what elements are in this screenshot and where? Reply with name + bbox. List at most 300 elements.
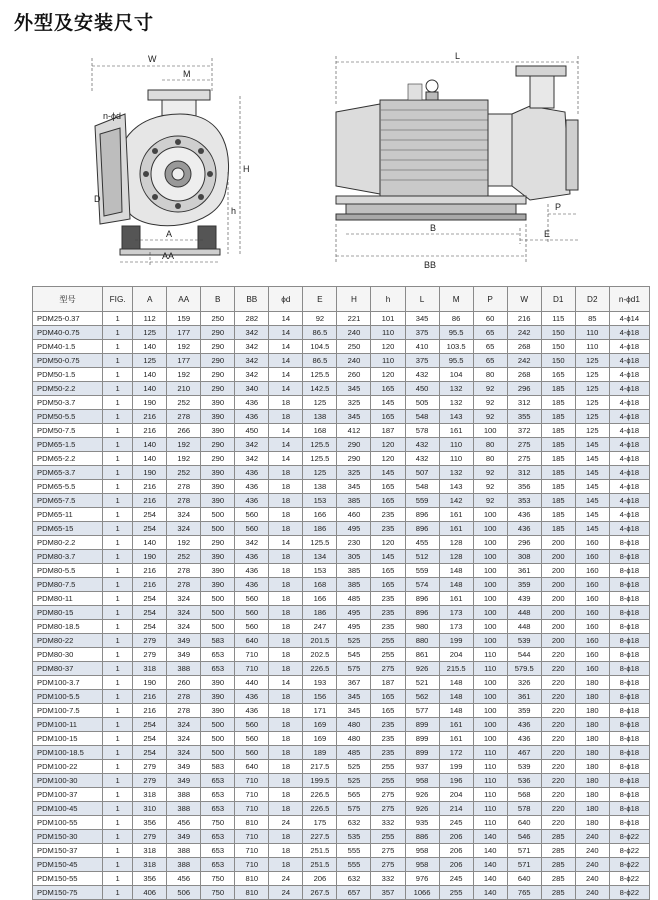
- table-cell: 100: [473, 676, 507, 690]
- table-cell: 275: [371, 788, 405, 802]
- table-cell: 86: [439, 312, 473, 326]
- table-cell: 266: [167, 424, 201, 438]
- table-cell: 235: [371, 522, 405, 536]
- table-cell: 279: [133, 760, 167, 774]
- table-cell: 165: [371, 410, 405, 424]
- table-cell: 750: [201, 872, 235, 886]
- model-cell: PDM100-5.5: [33, 690, 103, 704]
- table-cell: 216: [133, 480, 167, 494]
- table-cell: 560: [235, 522, 269, 536]
- table-cell: 201.5: [303, 634, 337, 648]
- table-cell: 18: [269, 802, 303, 816]
- table-cell: 439: [507, 592, 541, 606]
- table-cell: 385: [337, 494, 371, 508]
- table-row: [33, 564, 650, 578]
- table-cell: 410: [405, 340, 439, 354]
- table-cell: 926: [405, 662, 439, 676]
- table-cell: 255: [371, 634, 405, 648]
- table-cell: 4-ϕ18: [609, 466, 649, 480]
- table-cell: 165: [371, 564, 405, 578]
- table-cell: 1: [103, 326, 133, 340]
- table-cell: 935: [405, 816, 439, 830]
- table-cell: 186: [303, 522, 337, 536]
- table-cell: 340: [235, 382, 269, 396]
- table-cell: 480: [337, 718, 371, 732]
- table-cell: 342: [235, 340, 269, 354]
- table-cell: 436: [235, 578, 269, 592]
- table-cell: 1: [103, 620, 133, 634]
- table-cell: 8-ϕ18: [609, 802, 649, 816]
- table-cell: 1: [103, 550, 133, 564]
- table-cell: 345: [337, 690, 371, 704]
- table-cell: 324: [167, 620, 201, 634]
- model-cell: PDM150-75: [33, 886, 103, 900]
- table-cell: 500: [201, 592, 235, 606]
- table-cell: 125.5: [303, 452, 337, 466]
- table-cell: 562: [405, 690, 439, 704]
- table-cell: 120: [371, 452, 405, 466]
- table-cell: 653: [201, 802, 235, 816]
- table-cell: 110: [575, 340, 609, 354]
- table-cell: 110: [575, 326, 609, 340]
- table-cell: 324: [167, 746, 201, 760]
- table-cell: 765: [507, 886, 541, 900]
- table-cell: 86.5: [303, 326, 337, 340]
- table-cell: 432: [405, 452, 439, 466]
- table-cell: 937: [405, 760, 439, 774]
- table-cell: 160: [575, 606, 609, 620]
- model-cell: PDM150-30: [33, 830, 103, 844]
- table-cell: 240: [575, 872, 609, 886]
- table-cell: 480: [337, 732, 371, 746]
- table-cell: 100: [473, 424, 507, 438]
- table-cell: 100: [473, 564, 507, 578]
- table-cell: 140: [473, 886, 507, 900]
- table-cell: 200: [541, 536, 575, 550]
- table-cell: 296: [507, 536, 541, 550]
- table-cell: 100: [473, 634, 507, 648]
- table-cell: 120: [371, 368, 405, 382]
- dim-label-w: W: [148, 54, 157, 64]
- table-row: [33, 830, 650, 844]
- dim-label-d: D: [94, 194, 101, 204]
- table-cell: 1: [103, 578, 133, 592]
- table-row: [33, 732, 650, 746]
- model-cell: PDM80-5.5: [33, 564, 103, 578]
- table-cell: 385: [337, 578, 371, 592]
- table-cell: 436: [507, 718, 541, 732]
- table-cell: 65: [473, 340, 507, 354]
- table-cell: 18: [269, 774, 303, 788]
- table-cell: 275: [371, 802, 405, 816]
- table-cell: 632: [337, 816, 371, 830]
- table-cell: 640: [507, 872, 541, 886]
- table-cell: 355: [507, 410, 541, 424]
- table-cell: 199: [439, 760, 473, 774]
- table-cell: 145: [371, 550, 405, 564]
- table-cell: 390: [201, 690, 235, 704]
- table-cell: 1: [103, 508, 133, 522]
- table-cell: 456: [167, 872, 201, 886]
- table-cell: 312: [507, 396, 541, 410]
- table-cell: 318: [133, 844, 167, 858]
- table-cell: 186: [303, 606, 337, 620]
- table-cell: 546: [507, 830, 541, 844]
- table-cell: 500: [201, 732, 235, 746]
- table-body: [33, 312, 650, 900]
- table-cell: 535: [337, 830, 371, 844]
- table-cell: 220: [541, 648, 575, 662]
- table-cell: 349: [167, 648, 201, 662]
- model-cell: PDM100-22: [33, 760, 103, 774]
- table-cell: 8-ϕ18: [609, 564, 649, 578]
- table-cell: 278: [167, 564, 201, 578]
- table-cell: 110: [473, 760, 507, 774]
- table-cell: 710: [235, 662, 269, 676]
- table-cell: 180: [575, 802, 609, 816]
- table-cell: 560: [235, 508, 269, 522]
- table-cell: 332: [371, 872, 405, 886]
- table-cell: 18: [269, 662, 303, 676]
- table-cell: 180: [575, 690, 609, 704]
- table-cell: 254: [133, 746, 167, 760]
- table-row: [33, 802, 650, 816]
- table-cell: 324: [167, 592, 201, 606]
- table-cell: 125: [575, 382, 609, 396]
- table-cell: 180: [575, 704, 609, 718]
- table-cell: 279: [133, 830, 167, 844]
- table-cell: 507: [405, 466, 439, 480]
- table-cell: 1: [103, 480, 133, 494]
- table-row: [33, 620, 650, 634]
- table-cell: 14: [269, 340, 303, 354]
- table-cell: 153: [303, 564, 337, 578]
- table-cell: 14: [269, 326, 303, 340]
- table-cell: 356: [507, 480, 541, 494]
- table-cell: 305: [337, 550, 371, 564]
- table-cell: 86.5: [303, 354, 337, 368]
- table-cell: 290: [201, 452, 235, 466]
- column-header: E: [303, 287, 337, 312]
- table-cell: 342: [235, 326, 269, 340]
- table-cell: 8-ϕ22: [609, 858, 649, 872]
- table-cell: 525: [337, 634, 371, 648]
- table-cell: 1066: [405, 886, 439, 900]
- table-row: [33, 522, 650, 536]
- table-cell: 160: [575, 592, 609, 606]
- table-row: [33, 536, 650, 550]
- model-cell: PDM40-1.5: [33, 340, 103, 354]
- table-cell: 1: [103, 452, 133, 466]
- dim-label-a: A: [166, 229, 173, 239]
- table-cell: 810: [235, 872, 269, 886]
- column-header: ϕd: [269, 287, 303, 312]
- model-cell: PDM65-2.2: [33, 452, 103, 466]
- table-cell: 200: [541, 634, 575, 648]
- table-cell: 390: [201, 466, 235, 480]
- table-cell: 95.5: [439, 354, 473, 368]
- table-row: [33, 690, 650, 704]
- table-cell: 555: [337, 844, 371, 858]
- table-cell: 65: [473, 354, 507, 368]
- table-row: [33, 816, 650, 830]
- table-cell: 160: [575, 564, 609, 578]
- table-cell: 220: [541, 718, 575, 732]
- table-cell: 160: [575, 550, 609, 564]
- table-cell: 653: [201, 844, 235, 858]
- table-cell: 390: [201, 676, 235, 690]
- table-cell: 8-ϕ18: [609, 732, 649, 746]
- table-cell: 185: [541, 480, 575, 494]
- table-cell: 436: [235, 564, 269, 578]
- table-cell: 220: [541, 746, 575, 760]
- table-cell: 353: [507, 494, 541, 508]
- table-cell: 375: [405, 354, 439, 368]
- table-cell: 92: [473, 396, 507, 410]
- table-cell: 1: [103, 382, 133, 396]
- table-cell: 190: [133, 676, 167, 690]
- table-cell: 8-ϕ18: [609, 718, 649, 732]
- table-cell: 506: [167, 886, 201, 900]
- table-cell: 1: [103, 844, 133, 858]
- model-cell: PDM100-11: [33, 718, 103, 732]
- table-cell: 128: [439, 536, 473, 550]
- table-cell: 216: [133, 424, 167, 438]
- table-cell: 180: [575, 816, 609, 830]
- model-cell: PDM50-2.2: [33, 382, 103, 396]
- table-cell: 579.5: [507, 662, 541, 676]
- table-cell: 555: [337, 858, 371, 872]
- table-cell: 388: [167, 844, 201, 858]
- table-cell: 100: [473, 522, 507, 536]
- table-cell: 390: [201, 704, 235, 718]
- table-cell: 976: [405, 872, 439, 886]
- table-cell: 220: [541, 662, 575, 676]
- table-cell: 110: [473, 648, 507, 662]
- table-cell: 958: [405, 858, 439, 872]
- table-cell: 169: [303, 718, 337, 732]
- table-cell: 4-ϕ18: [609, 522, 649, 536]
- table-cell: 390: [201, 550, 235, 564]
- table-row: [33, 634, 650, 648]
- table-cell: 290: [337, 452, 371, 466]
- table-cell: 165: [371, 690, 405, 704]
- table-cell: 140: [133, 438, 167, 452]
- table-cell: 1: [103, 802, 133, 816]
- table-cell: 185: [541, 494, 575, 508]
- table-cell: 180: [575, 788, 609, 802]
- table-cell: 177: [167, 326, 201, 340]
- table-cell: 296: [507, 382, 541, 396]
- table-cell: 14: [269, 368, 303, 382]
- table-cell: 1: [103, 494, 133, 508]
- table-cell: 640: [507, 816, 541, 830]
- table-cell: 332: [371, 816, 405, 830]
- table-cell: 436: [235, 494, 269, 508]
- table-cell: 110: [473, 774, 507, 788]
- table-cell: 180: [575, 676, 609, 690]
- table-cell: 220: [541, 802, 575, 816]
- table-cell: 250: [201, 312, 235, 326]
- table-cell: 18: [269, 606, 303, 620]
- table-cell: 356: [133, 872, 167, 886]
- table-cell: 436: [507, 732, 541, 746]
- table-cell: 100: [473, 606, 507, 620]
- model-cell: PDM100-15: [33, 732, 103, 746]
- table-cell: 161: [439, 522, 473, 536]
- table-cell: 80: [473, 452, 507, 466]
- table-cell: 125.5: [303, 536, 337, 550]
- table-cell: 342: [235, 354, 269, 368]
- table-cell: 166: [303, 508, 337, 522]
- table-cell: 110: [371, 354, 405, 368]
- table-cell: 450: [405, 382, 439, 396]
- table-cell: 574: [405, 578, 439, 592]
- table-cell: 372: [507, 424, 541, 438]
- table-cell: 254: [133, 606, 167, 620]
- table-cell: 1: [103, 564, 133, 578]
- table-cell: 565: [337, 788, 371, 802]
- table-cell: 115: [541, 312, 575, 326]
- table-cell: 640: [235, 760, 269, 774]
- table-cell: 260: [337, 368, 371, 382]
- table-cell: 356: [133, 816, 167, 830]
- table-cell: 8-ϕ18: [609, 550, 649, 564]
- table-cell: 583: [201, 634, 235, 648]
- table-cell: 345: [337, 704, 371, 718]
- table-cell: 279: [133, 634, 167, 648]
- model-cell: PDM80-18.5: [33, 620, 103, 634]
- table-cell: 4-ϕ18: [609, 480, 649, 494]
- table-cell: 4-ϕ18: [609, 354, 649, 368]
- column-header: 型号: [33, 287, 103, 312]
- table-cell: 100: [473, 732, 507, 746]
- model-cell: PDM65-5.5: [33, 480, 103, 494]
- table-cell: 235: [371, 732, 405, 746]
- table-cell: 899: [405, 732, 439, 746]
- table-cell: 18: [269, 704, 303, 718]
- table-cell: 125: [575, 424, 609, 438]
- table-cell: 710: [235, 844, 269, 858]
- table-cell: 436: [235, 396, 269, 410]
- table-cell: 1: [103, 354, 133, 368]
- table-cell: 560: [235, 606, 269, 620]
- table-cell: 92: [303, 312, 337, 326]
- table-cell: 104.5: [303, 340, 337, 354]
- table-cell: 448: [507, 620, 541, 634]
- table-cell: 185: [541, 424, 575, 438]
- table-cell: 125: [133, 326, 167, 340]
- table-row: [33, 606, 650, 620]
- table-row: [33, 340, 650, 354]
- table-cell: 4-ϕ18: [609, 326, 649, 340]
- column-header: h: [371, 287, 405, 312]
- table-cell: 143: [439, 410, 473, 424]
- table-cell: 252: [167, 550, 201, 564]
- table-cell: 245: [439, 816, 473, 830]
- column-header: A: [133, 287, 167, 312]
- column-header: M: [439, 287, 473, 312]
- table-cell: 560: [235, 592, 269, 606]
- table-cell: 140: [473, 858, 507, 872]
- table-cell: 4-ϕ18: [609, 410, 649, 424]
- table-row: [33, 872, 650, 886]
- table-row: [33, 774, 650, 788]
- dim-label-n-phi-d: n-ϕd: [103, 111, 122, 121]
- table-cell: 349: [167, 634, 201, 648]
- dim-label-l: L: [455, 51, 461, 61]
- table-cell: 886: [405, 830, 439, 844]
- table-cell: 125: [575, 368, 609, 382]
- table-cell: 120: [371, 536, 405, 550]
- table-cell: 8-ϕ18: [609, 746, 649, 760]
- table-cell: 216: [133, 410, 167, 424]
- table-cell: 432: [405, 438, 439, 452]
- table-cell: 140: [473, 872, 507, 886]
- table-row: [33, 578, 650, 592]
- table-cell: 140: [133, 340, 167, 354]
- table-row: [33, 438, 650, 452]
- table-cell: 267.5: [303, 886, 337, 900]
- table-row: [33, 662, 650, 676]
- table-cell: 92: [473, 382, 507, 396]
- table-cell: 206: [439, 830, 473, 844]
- table-cell: 290: [201, 354, 235, 368]
- table-cell: 140: [133, 368, 167, 382]
- table-cell: 255: [371, 648, 405, 662]
- model-cell: PDM80-7.5: [33, 578, 103, 592]
- table-cell: 166: [303, 592, 337, 606]
- table-cell: 436: [235, 690, 269, 704]
- table-cell: 240: [575, 858, 609, 872]
- table-cell: 140: [473, 844, 507, 858]
- table-cell: 171: [303, 704, 337, 718]
- table-cell: 240: [575, 830, 609, 844]
- table-cell: 4-ϕ18: [609, 368, 649, 382]
- table-cell: 810: [235, 816, 269, 830]
- table-cell: 640: [235, 634, 269, 648]
- table-cell: 18: [269, 480, 303, 494]
- table-cell: 545: [337, 648, 371, 662]
- table-cell: 125: [303, 466, 337, 480]
- table-cell: 571: [507, 844, 541, 858]
- table-cell: 110: [371, 326, 405, 340]
- model-cell: PDM50-0.75: [33, 354, 103, 368]
- table-cell: 18: [269, 578, 303, 592]
- table-cell: 568: [507, 788, 541, 802]
- table-cell: 436: [507, 508, 541, 522]
- table-cell: 190: [133, 466, 167, 480]
- table-cell: 521: [405, 676, 439, 690]
- table-cell: 220: [541, 676, 575, 690]
- table-cell: 750: [201, 816, 235, 830]
- table-cell: 18: [269, 396, 303, 410]
- table-cell: 8-ϕ22: [609, 830, 649, 844]
- table-cell: 8-ϕ18: [609, 592, 649, 606]
- table-cell: 710: [235, 774, 269, 788]
- table-cell: 18: [269, 788, 303, 802]
- table-cell: 145: [575, 522, 609, 536]
- table-cell: 18: [269, 760, 303, 774]
- table-cell: 165: [371, 480, 405, 494]
- table-cell: 192: [167, 340, 201, 354]
- table-cell: 361: [507, 690, 541, 704]
- table-cell: 500: [201, 620, 235, 634]
- table-row: [33, 466, 650, 480]
- table-cell: 148: [439, 578, 473, 592]
- table-cell: 245: [439, 872, 473, 886]
- table-cell: 345: [337, 382, 371, 396]
